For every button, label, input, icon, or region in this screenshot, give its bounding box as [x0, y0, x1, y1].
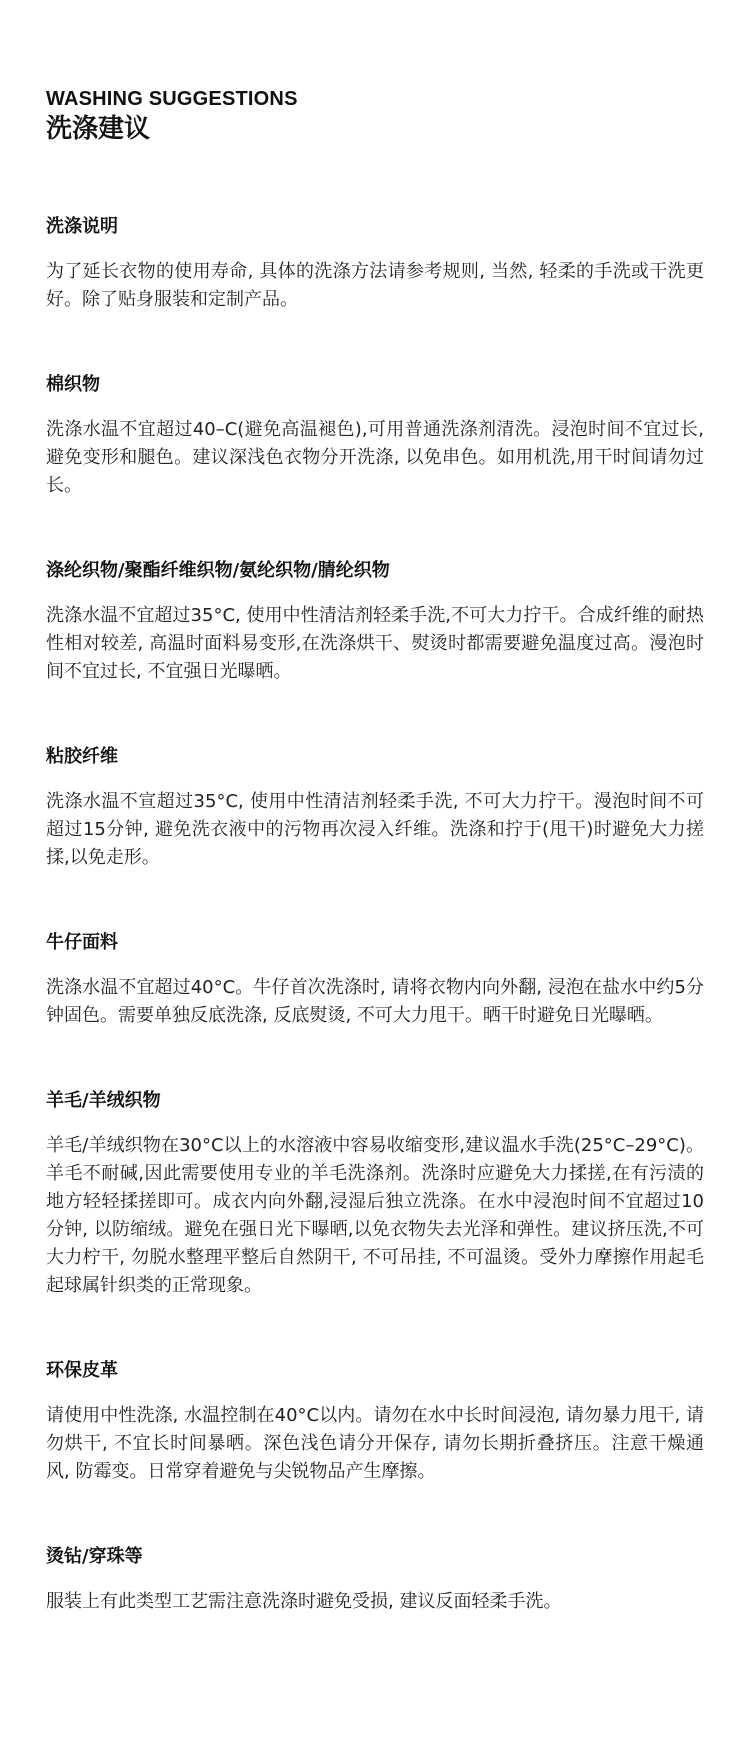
section-title: 粘胶纤维: [46, 746, 118, 767]
section-viscose: [46, 744, 704, 872]
section-body: 羊毛/羊绒织物在30°C以上的水溶液中容易收缩变形,建议温水手洗(25°C–29°C)。羊毛不耐碱,因此需要使用专业的羊毛洗涤剂。洗涤时应避免大力揉搓,在有污渍的地方轻轻揉搓即可。成衣内向外翻,浸湿后独立洗涤。在水中浸泡时间不宜超过10分钟, 以防缩绒。避免在强日光下曝晒,以免衣物失去光泽和弹性。建议挤压洗,不可大力柠干, 勿脱水整理平整后自然阴干, 不可吊挂, 不可温烫。受外力摩擦作用起毛起球属针织类的正常现象。: [46, 1135, 704, 1296]
page-title-cn: 洗涤建议: [46, 114, 151, 144]
section-washing-instructions: [46, 214, 704, 314]
section-body: 请使用中性洗涤, 水温控制在40°C以内。请勿在水中长时间浸泡, 请勿暴力甩干, 请勿烘干, 不宜长时间暴晒。深色浅色请分开保存, 请勿长期折叠挤压。注意干燥通风, 防霉变。日常穿着避免与尖锐物品产生摩擦。: [46, 1405, 704, 1482]
sections-list: [46, 214, 704, 1616]
section-title: 羊毛/羊绒织物: [46, 1090, 161, 1111]
section-title: 环保皮革: [46, 1360, 118, 1381]
page-title-en: WASHING SUGGESTIONS: [46, 88, 298, 110]
section-rhinestones-beads: [46, 1544, 704, 1616]
section-title: 洗涤说明: [46, 216, 118, 237]
section-title: 棉织物: [46, 374, 100, 395]
section-wool-cashmere: [46, 1088, 704, 1300]
section-eco-leather: [46, 1358, 704, 1486]
section-body: 洗涤水温不宣超过35°C, 使用中性清洁剂轻柔手洗, 不可大力拧干。漫泡时间不可超过15分钟, 避免洗衣液中的污物再次浸入纤维。洗涤和拧于(甩干)时避免大力搓揉,以免走形。: [46, 791, 704, 868]
section-title: 牛仔面料: [46, 932, 118, 953]
section-body: 服装上有此类型工艺需注意洗涤时避免受损, 建议反面轻柔手洗。: [46, 1591, 562, 1612]
section-denim: [46, 930, 704, 1030]
section-synthetics: [46, 558, 704, 686]
section-title: 烫钻/穿珠等: [46, 1546, 143, 1567]
section-body: 为了延长衣物的使用寿命, 具体的洗涤方法请参考规则, 当然, 轻柔的手洗或干洗更好。除了贴身服装和定制产品。: [46, 261, 704, 310]
section-body: 洗涤水温不宜超过35°C, 使用中性清洁剂轻柔手洗,不可大力拧干。合成纤维的耐热性相对较差, 高温时面料易变形,在洗涤烘干、熨烫时都需要避免温度过高。漫泡时间不宜过长, 不宜强日光曝晒。: [46, 605, 704, 682]
section-cotton: [46, 372, 704, 500]
section-body: 洗涤水温不宜超过40–C(避免高温褪色),可用普通洗涤剂清洗。浸泡时间不宜过长, 避免变形和腿色。建议深浅色衣物分开洗涤, 以免串色。如用机洗,用干时间请勿过长。: [46, 419, 704, 496]
section-title: 涤纶织物/聚酯纤维织物/氨纶织物/腈纶织物: [46, 560, 390, 581]
section-body: 洗涤水温不宜超过40°C。牛仔首次洗涤时, 请将衣物内向外翻, 浸泡在盐水中约5分钟固色。需要单独反底洗涤, 反底熨烫, 不可大力甩干。晒干时避免日光曝晒。: [46, 977, 704, 1026]
